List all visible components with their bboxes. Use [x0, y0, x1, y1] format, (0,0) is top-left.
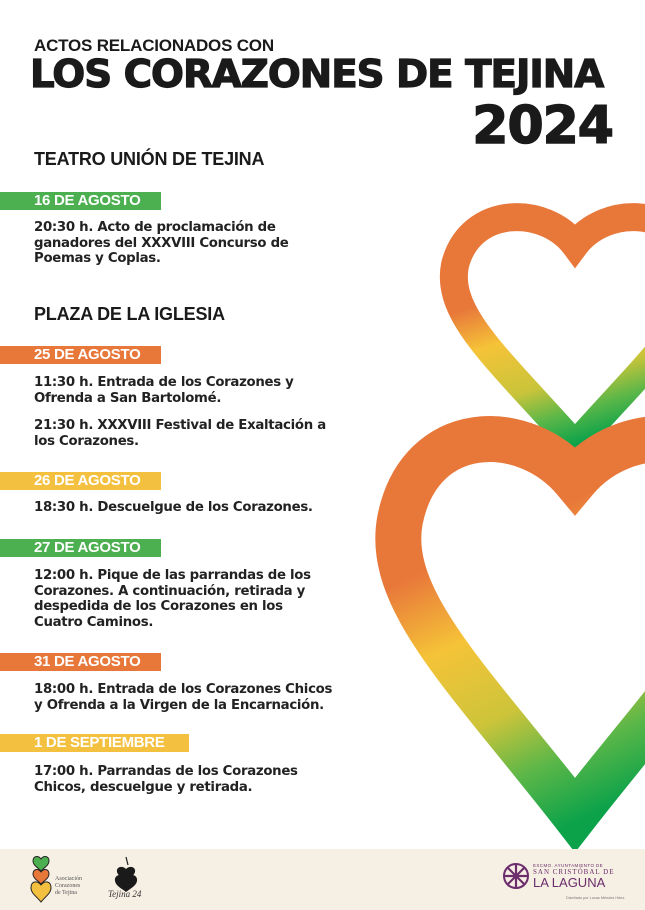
- event-item: 18:30 h. Descuelgue de los Corazones.: [34, 500, 313, 515]
- poster-title: LOS CORAZONES DE TEJINA: [30, 52, 604, 96]
- poster-subtitle: ACTOS RELACIONADOS CON: [34, 36, 274, 55]
- lower-heart-icon: [398, 439, 645, 815]
- association-hearts-logo-icon: [30, 853, 52, 905]
- tejina-24-label: Tejina 24: [108, 889, 142, 899]
- council-line1: EXCMO. AYUNTAMIENTO DE: [533, 863, 604, 868]
- association-name-line: de Tejina: [55, 890, 77, 896]
- venue-plaza-iglesia: PLAZA DE LA IGLESIA: [34, 304, 225, 324]
- event-item: 20:30 h. Acto de proclamación de ganadores del XXXVIII Concurso de Poemas y Coplas.: [34, 220, 289, 266]
- footer: [0, 849, 645, 910]
- venue-teatro-union: TEATRO UNIÓN DE TEJINA: [34, 149, 265, 169]
- association-name-line: Asociación: [55, 876, 82, 882]
- poster-year: 2024: [472, 96, 613, 156]
- event-item: 17:00 h. Parrandas de los Corazones Chicos, descuelgue y retirada.: [34, 764, 298, 795]
- event-item: 18:00 h. Entrada de los Corazones Chicos y Ofrenda a la Virgen de la Encarnación.: [34, 682, 333, 713]
- upper-heart-icon: [454, 217, 645, 445]
- council-line3: LA LAGUNA: [533, 875, 606, 890]
- association-name-line: Corazones: [55, 883, 81, 889]
- date-band-27-agosto: 27 DE AGOSTO: [0, 539, 161, 557]
- council-wheel-logo-icon: [503, 863, 529, 889]
- event-item: 12:00 h. Pique de las parrandas de los Corazones. A continuación, retirada y despedida de los Corazones en los Cuatro Caminos.: [34, 568, 311, 630]
- date-band-31-agosto: 31 DE AGOSTO: [0, 653, 161, 671]
- event-item: 11:30 h. Entrada de los Corazones y Ofrenda a San Bartolomé.: [34, 375, 294, 406]
- date-band-26-agosto: 26 DE AGOSTO: [0, 472, 161, 490]
- date-band-25-agosto: 25 DE AGOSTO: [0, 346, 161, 364]
- event-item: 21:30 h. XXXVIII Festival de Exaltación a los Corazones.: [34, 418, 326, 449]
- date-band-1-septiembre: 1 DE SEPTIEMBRE: [0, 734, 189, 752]
- council-line2: SAN CRISTÓBAL DE: [533, 868, 615, 876]
- design-credit: Diseñado por Lucas Méndez Hdez.: [566, 896, 626, 900]
- date-band-16-agosto: 16 DE AGOSTO: [0, 192, 161, 210]
